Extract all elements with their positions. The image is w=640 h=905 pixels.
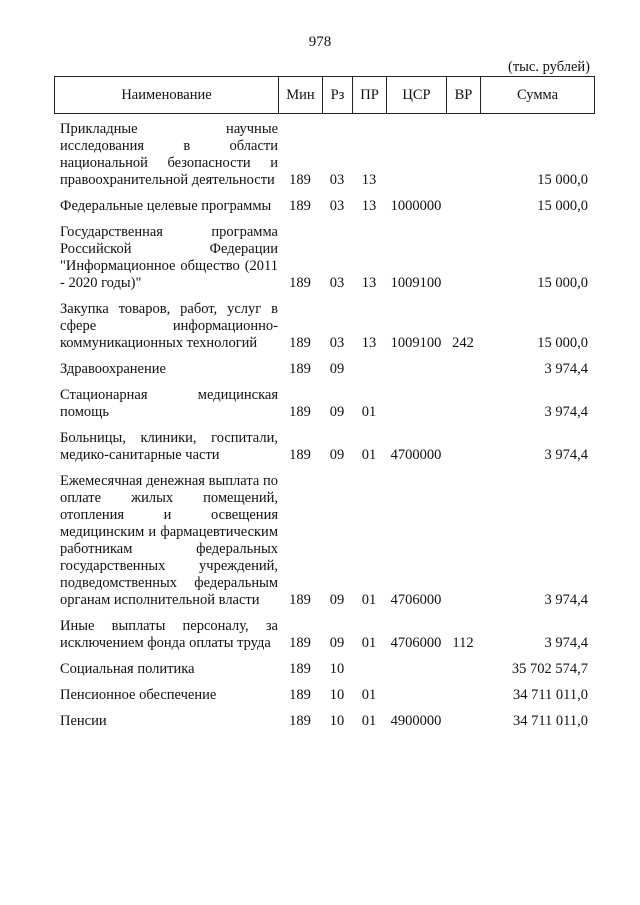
row-vr: 112 (452, 635, 474, 651)
table-row (54, 713, 594, 730)
row-rz: 03 (329, 275, 345, 291)
row-sum: 3 974,4 (544, 404, 588, 420)
row-pr: 01 (361, 404, 377, 420)
row-vr: 242 (452, 335, 474, 351)
page-number: 978 (308, 34, 332, 50)
row-pr: 13 (361, 275, 377, 291)
row-rz: 09 (329, 592, 345, 608)
row-rz: 09 (329, 635, 345, 651)
row-pr: 13 (361, 172, 377, 188)
row-min: 189 (289, 687, 311, 703)
row-rz: 09 (329, 404, 345, 420)
row-sum: 34 711 011,0 (512, 687, 588, 703)
row-sum: 3 974,4 (544, 447, 588, 463)
row-name: Ежемесячная денежная выплата по оплате жилых помещений, отопления и освещения медицинским и фармацевтическим работникам федеральных государственных учреждений, подведомственных федеральным органам исполнительной власти (60, 473, 278, 608)
row-name: Прикладные научные исследования в области национальной безопасности и правоохранительной деятельности (60, 121, 278, 188)
table-row (54, 121, 594, 189)
row-rz: 10 (329, 687, 345, 703)
table-row (54, 661, 594, 678)
row-pr: 13 (361, 198, 377, 214)
row-min: 189 (289, 661, 311, 677)
row-sum: 34 711 011,0 (512, 713, 588, 729)
table-header (54, 76, 595, 114)
row-name: Социальная политика (60, 661, 195, 677)
header-min: Мин (279, 77, 323, 114)
table-row (54, 430, 594, 464)
header-pr: ПР (353, 77, 387, 114)
row-sum: 3 974,4 (544, 635, 588, 651)
row-name: Федеральные целевые программы (60, 198, 272, 214)
table-row (54, 301, 594, 352)
row-rz: 10 (329, 661, 345, 677)
table-row (54, 198, 594, 215)
row-rz: 03 (329, 198, 345, 214)
row-csr: 4700000 (390, 447, 442, 463)
table-row (54, 473, 594, 609)
row-sum: 15 000,0 (537, 335, 588, 351)
row-rz: 03 (329, 172, 345, 188)
row-pr: 01 (361, 592, 377, 608)
row-name: Иные выплаты персоналу, за исключением фонда оплаты труда (60, 618, 278, 651)
row-sum: 15 000,0 (537, 172, 588, 188)
row-sum: 35 702 574,7 (511, 661, 588, 677)
row-min: 189 (289, 335, 311, 351)
row-pr: 01 (361, 687, 377, 703)
row-min: 189 (289, 361, 311, 377)
row-name: Больницы, клиники, госпитали, медико-санитарные части (60, 430, 278, 463)
row-name: Пенсионное обеспечение (60, 687, 217, 703)
row-min: 189 (289, 172, 311, 188)
row-pr: 13 (361, 335, 377, 351)
row-sum: 15 000,0 (537, 198, 588, 214)
row-min: 189 (289, 275, 311, 291)
row-sum: 15 000,0 (537, 275, 588, 291)
row-pr: 01 (361, 447, 377, 463)
header-name: Наименование (55, 77, 279, 114)
row-name: Закупка товаров, работ, услуг в сфере информационно-коммуникационных технологий (60, 301, 278, 351)
row-min: 189 (289, 713, 311, 729)
row-csr: 4706000 (390, 635, 442, 651)
row-csr: 1009100 (390, 335, 442, 351)
row-rz: 09 (329, 361, 345, 377)
row-csr: 4900000 (390, 713, 442, 729)
row-name: Стационарная медицинская помощь (60, 387, 278, 420)
row-csr: 1000000 (390, 198, 442, 214)
table-row (54, 687, 594, 704)
row-rz: 10 (329, 713, 345, 729)
row-csr: 1009100 (390, 275, 442, 291)
row-name: Государственная программа Российской Федерации "Информационное общество (2011 - 2020 годы)" (60, 224, 278, 291)
row-sum: 3 974,4 (544, 592, 588, 608)
row-name: Пенсии (60, 713, 107, 729)
row-rz: 09 (329, 447, 345, 463)
budget-rows (54, 121, 594, 739)
row-sum: 3 974,4 (544, 361, 588, 377)
row-pr: 01 (361, 713, 377, 729)
row-rz: 03 (329, 335, 345, 351)
row-min: 189 (289, 198, 311, 214)
row-min: 189 (289, 592, 311, 608)
table-row (54, 224, 594, 292)
row-min: 189 (289, 635, 311, 651)
header-rz: Рз (323, 77, 353, 114)
row-pr: 01 (361, 635, 377, 651)
table-row (54, 361, 594, 378)
row-min: 189 (289, 447, 311, 463)
row-min: 189 (289, 404, 311, 420)
units-label: (тыс. рублей) (508, 59, 590, 75)
header-csr: ЦСР (387, 77, 447, 114)
table-row (54, 387, 594, 421)
header-vr: ВР (447, 77, 481, 114)
header-sum: Сумма (481, 77, 595, 114)
table-row (54, 618, 594, 652)
row-name: Здравоохранение (60, 361, 166, 377)
row-csr: 4706000 (390, 592, 442, 608)
